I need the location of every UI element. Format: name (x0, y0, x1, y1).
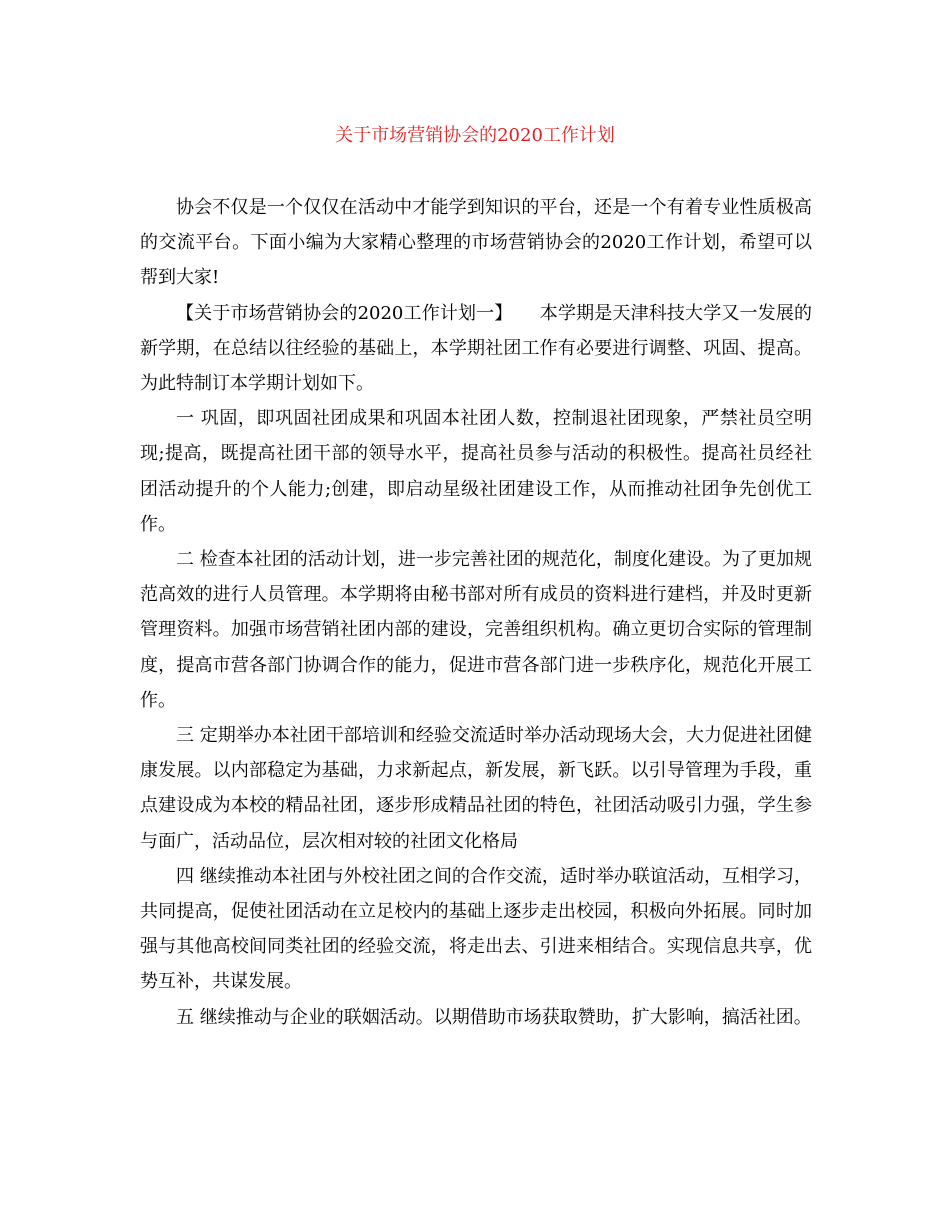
paragraph-item-3: 三 定期举办本社团干部培训和经验交流适时举办活动现场大会，大力促进社团健康发展。以内部稳定为基础，力求新起点，新发展，新飞跃。以引导管理为手段，重点建设成为本校的精品社团，逐步形成精品社团的特色，社团活动吸引力强，学生参与面广，活动品位，层次相对较的社团文化格局 (140, 725, 812, 852)
paragraph-item-2: 二 检查本社团的活动计划，进一步完善社团的规范化，制度化建设。为了更加规范高效的进行人员管理。本学期将由秘书部对所有成员的资料进行建档，并及时更新管理资料。加强市场营销社团内部的建设，完善组织机构。确立更切合实际的管理制度，提高市营各部门协调合作的能力，促进市营各部门进一步秩序化，规范化开展工作。 (140, 549, 812, 711)
paragraph-item-4: 四 继续推动本社团与外校社团之间的合作交流，适时举办联谊活动，互相学习，共同提高，促使社团活动在立足校内的基础上逐步走出校园，积极向外拓展。同时加强与其他高校间同类社团的经验交流，将走出去、引进来相结合。实现信息共享，优势互补，共谋发展。 (140, 865, 812, 993)
paragraph-item-5: 五 继续推动与企业的联姻活动。以期借助市场获取赞助，扩大影响，搞活社团。 (176, 1006, 812, 1028)
paragraph-plan-one: 【关于市场营销协会的2020工作计划一】 本学期是天津科技大学又一发展的新学期，在总结以往经验的基础上，本学期社团工作有必要进行调整、巩固、提高。为此特制订本学期计划如下。 (140, 302, 812, 395)
document-title: 关于市场营销协会的2020工作计划 (335, 125, 615, 146)
document-body (140, 190, 812, 1035)
paragraph-intro: 协会不仅是一个仅仅在活动中才能学到知识的平台，还是一个有着专业性质极高的交流平台。下面小编为大家精心整理的市场营销协会的2020工作计划，希望可以帮到大家! (140, 197, 812, 289)
paragraph-item-1: 一 巩固，即巩固社团成果和巩固本社团人数，控制退社团现象，严禁社员空明现;提高，既提高社团干部的领导水平，提高社员参与活动的积极性。提高社员经社团活动提升的个人能力;创建，即启动星级社团建设工作，从而推动社团争先创优工作。 (140, 408, 812, 535)
